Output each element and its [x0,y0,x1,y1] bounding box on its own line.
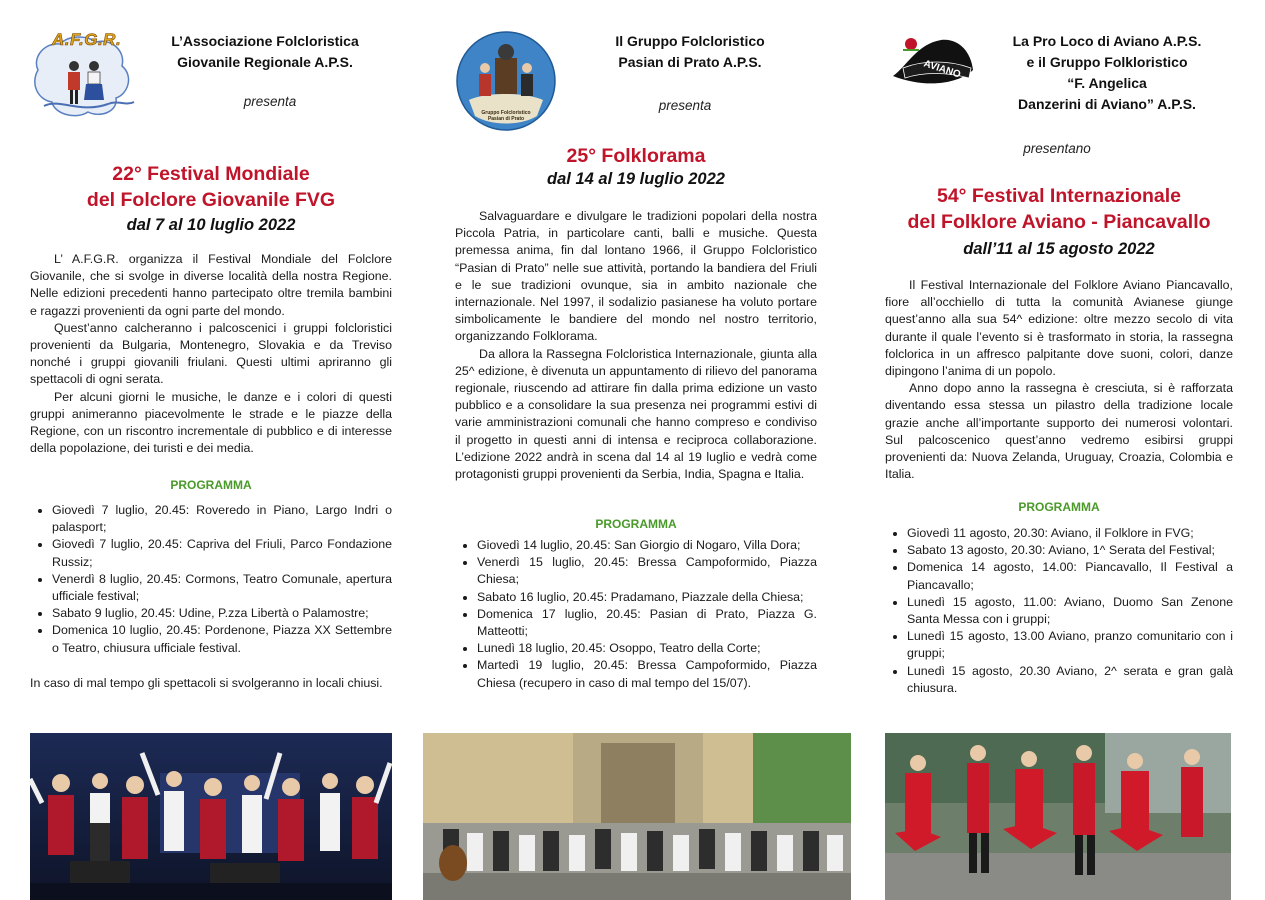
description-paragraph: Il Festival Internazionale del Folklore Aviano Piancavallo, fiore all’occhiello di tutta la comunità Avianese giunge quest’anno alla sua 54^ edizione: oltre mezzo secolo di vita durante il quale l’evento si è trasformato in storia, la rassegna folclorica in un affresco palpitante dove suoni, colori, danze dipingono l’anima di un popolo. [885,278,1233,379]
list-item: • Sabato 13 agosto, 20.30: Aviano, 1^ Serata del Festival; [907,542,1233,559]
description-paragraph: Per alcuni giorni le musiche, le danze e i colori di questi gruppi animeranno piacevolmente le strade e le piazze della Regione, con un riscontro incrementale di pubblico e di interesse della popolazione, dei turisti e dei media. [30,389,392,456]
festival-title [455,143,817,169]
festival-title-line: del Folclore Giovanile FVG [86,189,336,211]
organizer-name [140,31,390,73]
list-item: • Giovedì 7 luglio, 20.45: Capriva del Friuli, Parco Fondazione Russiz; [52,536,392,570]
column-afgr [30,0,392,900]
description-paragraph: Salvaguardare e divulgare le tradizioni popolari della nostra Piccola Patria, in particolare canti, balli e musiche. Questa premessa anima, fin dal lontano 1966, il Gruppo Folcloristico “Pasian di Prato” nelle sue attività, portando la bandiera del Friuli e le sue tradizioni ovunque, sia in ambito nazionale che internazionale. Nel 1997, il sodalizio pasianese ha voluto portare simbolicamente le bandiere del mondo nel nostro territorio, organizzando Folklorama. [455,209,817,344]
programma-heading: PROGRAMMA [1018,500,1100,514]
program-list [885,525,1233,697]
programma-heading: PROGRAMMA [170,478,252,492]
list-item: • Domenica 10 luglio, 20.45: Pordenone, Piazza XX Settembre o Teatro, chiusura ufficiale festival. [52,622,392,656]
organizer-line: Il Gruppo Folcloristico [615,33,765,49]
list-item: • Martedì 19 luglio, 20.45: Bressa Campoformido, Piazza Chiesa (recupero in caso di mal tempo del 15/07). [477,657,817,691]
aviano-hat-logo [889,30,979,96]
organizer-name [981,31,1233,115]
afgr-logo [30,28,140,120]
program-list [455,537,817,692]
list-item: • Giovedì 7 luglio, 20.45: Roveredo in Piano, Largo Indri o palasport; [52,502,392,536]
list-item: • Sabato 16 luglio, 20.45: Pradamano, Piazzale della Chiesa; [477,589,817,606]
list-item: • Lunedì 15 agosto, 20.30 Aviano, 2^ serata e gran galà chiusura. [907,663,1233,697]
festival-title-line: 54° Festival Internazionale [936,185,1182,207]
festival-description [455,208,817,483]
list-item: • Sabato 9 luglio, 20.45: Udine, P.zza Libertà o Palamostre; [52,605,392,622]
list-item: • Lunedì 15 agosto, 13.00 Aviano, pranzo comunitario con i gruppi; [907,628,1233,662]
column-folklorama [455,0,817,900]
organizer-line: e il Gruppo Folkloristico [1026,54,1188,70]
afgr-logo-text: A.F.G.R. [52,30,122,49]
pasian-logo [455,30,557,132]
column-aviano [885,0,1233,900]
organizer-line: “F. Angelica [1067,75,1147,91]
program-list [30,502,392,657]
list-item: • Venerdì 8 luglio, 20.45: Cormons, Teatro Comunale, apertura ufficiale festival; [52,571,392,605]
list-item: • Lunedì 15 agosto, 11.00: Aviano, Duomo San Zenone Santa Messa con i gruppi; [907,594,1233,628]
dancers-photo [30,733,392,900]
presenta-label: presenta [243,94,297,109]
organizer-line: L’Associazione Folcloristica [171,33,359,49]
organizer-line: Danzerini di Aviano” A.P.S. [1018,96,1196,112]
presenta-label: presentano [1023,141,1091,156]
bad-weather-note: In caso di mal tempo gli spettacoli si svolgeranno in locali chiusi. [30,676,383,690]
organizer-line: Pasian di Prato A.P.S. [618,54,762,70]
presenta-label: presenta [658,98,712,113]
organizer-line: Giovanile Regionale A.P.S. [177,54,353,70]
programma-heading: PROGRAMMA [595,517,677,531]
list-item: • Venerdì 15 luglio, 20.45: Bressa Campoformido, Piazza Chiesa; [477,554,817,588]
list-item: • Domenica 14 agosto, 14.00: Piancavallo, Il Festival a Piancavallo; [907,559,1233,593]
list-item: • Giovedì 14 luglio, 20.45: San Giorgio di Nogaro, Villa Dora; [477,537,817,554]
festival-description [885,277,1233,483]
list-item: • Domenica 17 luglio, 20.45: Pasian di Prato, Piazza G. Matteotti; [477,606,817,640]
list-item: • Lunedì 18 luglio, 20.45: Osoppo, Teatro della Corte; [477,640,817,657]
description-paragraph: Da allora la Rassegna Folcloristica Internazionale, giunta alla 25^ edizione, è divenuta un appuntamento di rilievo del panorama regionale, riuscendo ad attirare fin dalla prima edizione un vasto pubblico e a consolidare la sua presenza nei programmi estivi di varie amministrazioni comunali che hanno compreso e condiviso il progetto in questi anni di intensa e reciproca collaborazione. L’edizione 2022 andrà in scena dal 14 al 19 luglio e vedrà come protagonisti gruppi provenienti da Serbia, India, Spagna e Italia. [455,346,817,482]
organizer-line: La Pro Loco di Aviano A.P.S. [1012,33,1202,49]
festival-description [30,251,392,457]
festival-dates: dal 7 al 10 luglio 2022 [126,216,296,234]
festival-title [885,183,1233,235]
list-item: • Giovedì 11 agosto, 20.30: Aviano, il Folklore in FVG; [907,525,1233,542]
description-paragraph: Anno dopo anno la rassegna è cresciuta, si è rafforzata diventando essa stessa un pilastro della tradizione locale grazie anche all’importante supporto dei numerosi volontari. Sul palcoscenico quest’anno vedremo esibirsi gruppi provenienti da: Nuova Zelanda, Uruguay, Croazia, Colombia e Italia. [885,381,1233,482]
festival-title-line: del Folklore Aviano - Piancavallo [907,211,1211,233]
festival-dates: dal 14 al 19 luglio 2022 [547,170,725,188]
festival-dates: dall’11 al 15 agosto 2022 [963,240,1155,258]
description-paragraph: L’ A.F.G.R. organizza il Festival Mondiale del Folclore Giovanile, che si svolge in diverse località della nostra Regione. Nelle edizioni precedenti hanno partecipato oltre tremila bambini e ragazzi provenienti da ogni parte del mondo. [30,252,392,318]
festival-title-line: 22° Festival Mondiale [112,163,310,185]
description-paragraph: Quest’anno calcheranno i palcoscenici i gruppi folcloristici provenienti da Bulgaria, Montenegro, Slovakia e da Treviso nonché i gruppi giovanili friulani. Questi ultimi apriranno gli spettacoli di ogni serata. [30,320,392,387]
festival-title-line: 25° Folklorama [566,145,706,167]
pasian-logo-text: Gruppo Folcloristico Pasian di Prato [481,110,531,122]
group-photo [423,733,851,900]
organizer-name [565,31,815,73]
festival-title [30,161,392,213]
aviano-logo-text: AVIANO [922,58,962,81]
outdoor-dance-photo [885,733,1231,900]
